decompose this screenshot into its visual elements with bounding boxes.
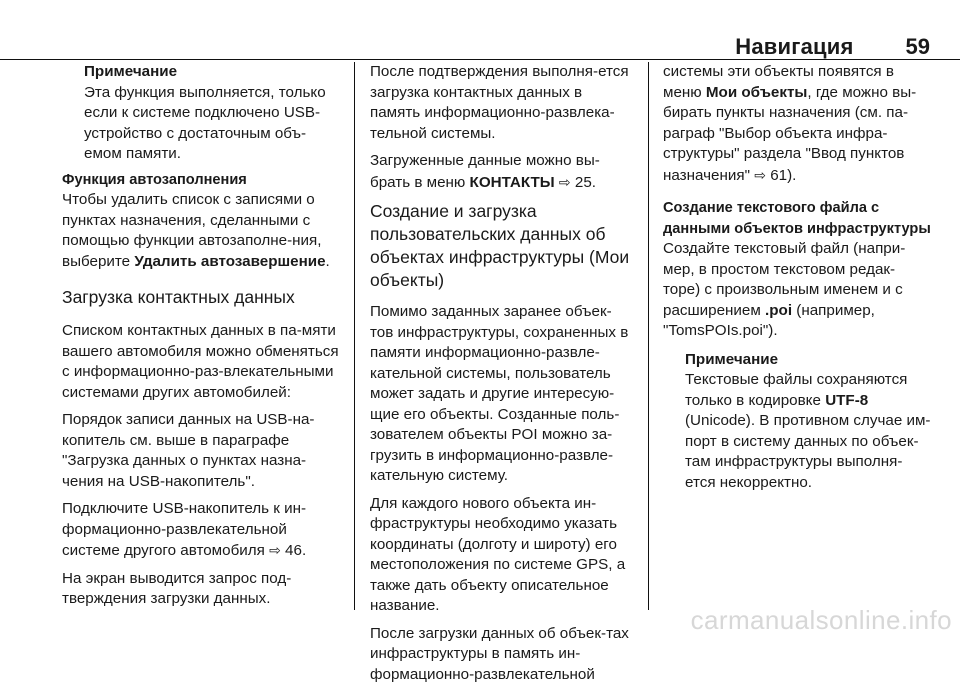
column-1: [62, 62, 340, 617]
note-text: Эта функция выполняется, только если к системе подключено USB-устройство с достаточным объ-емом памяти.: [84, 83, 326, 162]
column-2: [370, 62, 632, 692]
watermark: carmanualsonline.info: [690, 605, 952, 635]
paragraph: Порядок записи данных на USB-на-копитель см. выше в параграфе "Загрузка данных о пунктах назна-чения на USB-накопитель".: [62, 411, 315, 490]
note-title: Примечание: [685, 350, 779, 368]
heading-my-pois: Создание и загрузка пользовательских данных об объектах инфраструктуры (Мои объекты): [370, 201, 630, 290]
note-block: [84, 62, 340, 165]
menu-term-delete: Удалить автозавершение: [134, 252, 326, 270]
section-title: Навигация: [735, 34, 854, 59]
paragraph: Помимо заданных заранее объек-тов инфраструктуры, сохраненных в памяти информационно-развле-кательной системы, пользователь может задать и другие интересую-щие его объекты. Созданные поль-зователем объекты POI можно за-грузить в информационно-развле-кательную систему.: [370, 303, 629, 484]
subheading-autocomplete: Функция автозаполнения: [62, 171, 247, 188]
paragraph-create-file: Создайте текстовый файл (напри-мер, в простом текстовом редак-торе) с произвольным именем и с расширением .poi (например, "TomsPOIs.poi").: [663, 240, 906, 339]
page-ref: 46.: [285, 542, 307, 559]
paragraph: Списком контактных данных в па-мяти вашего автомобиля можно обменяться с информационно-раз-влекательными системами других автомобилей:: [62, 322, 339, 401]
column-3: [663, 62, 931, 498]
note-text: Текстовые файлы сохраняются только в кодировке UTF-8 (Unicode). В противном случае им-порт в систему данных по объек-там инфраструктуры выполня-ется некорректно.: [685, 371, 931, 491]
paragraph: После загрузки данных об объек-тах инфраструктуры в память ин-формационно-развлекательной: [370, 624, 629, 683]
page-number: 59: [905, 34, 930, 59]
subheading-text-file: Создание текстового файла с данными объектов инфраструктуры: [663, 200, 931, 237]
column-divider-2: [648, 62, 649, 610]
page-ref-icon: ⇨: [754, 166, 766, 183]
menu-term-my-objects: Мои объекты: [705, 83, 808, 101]
note-title: Примечание: [84, 63, 178, 80]
page-ref: 25.: [574, 173, 597, 191]
heading-load-contacts: Загрузка контактных данных: [62, 287, 295, 307]
page-ref-icon: ⇨: [558, 173, 571, 190]
paragraph-connect-usb: Подключите USB-накопитель к ин-формационно-развлекательной системе другого автомобиля ⇨ 46.: [62, 500, 307, 559]
page-ref-icon: ⇨: [269, 542, 281, 558]
paragraph: После подтверждения выполня-ется загрузка контактных данных в память информационно-развлека-тельной системы.: [370, 63, 629, 142]
header-rule: [0, 59, 960, 60]
term-poi-extension: .poi: [765, 301, 793, 319]
paragraph: Для каждого нового объекта ин-фраструктуры необходимо указать координаты (долготу и широту) его местоположения по системе GPS, а также дать объекту описательное название.: [370, 494, 626, 614]
paragraph-autocomplete: Чтобы удалить список с записями о пунктах назначения, сделанными с помощью функции автозаполне-ния, выберите Удалить автозавершение.: [62, 191, 330, 270]
paragraph-my-objects: системы эти объекты появятся в меню Мои объекты, где можно вы-бирать пункты назначения (см. па-раграф "Выбор объекта инфра-структуры" раздела "Ввод пунктов назначения" ⇨ 61).: [663, 63, 917, 184]
column-divider-1: [354, 62, 355, 610]
page-ref: 61).: [770, 166, 797, 184]
paragraph-contacts-menu: Загруженные данные можно вы-брать в меню КОНТАКТЫ ⇨ 25.: [370, 152, 600, 191]
paragraph: На экран выводится запрос под-тверждения загрузки данных.: [62, 569, 292, 607]
menu-term-contacts: КОНТАКТЫ: [469, 173, 555, 191]
term-utf8: UTF-8: [825, 391, 869, 409]
page-header: [230, 24, 930, 60]
note-block: [685, 350, 931, 494]
